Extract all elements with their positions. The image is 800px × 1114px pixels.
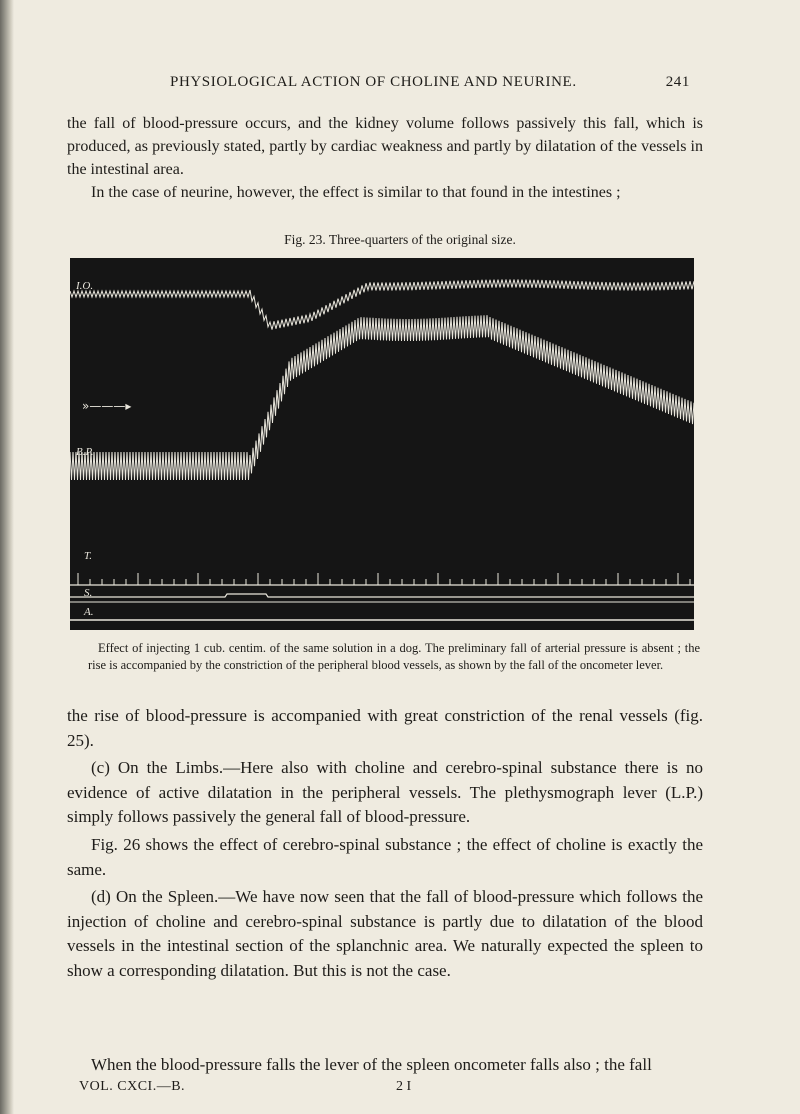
figure-caption: Effect of injecting 1 cub. centim. of the same solution in a dog. The preliminary fall of arterial pressure is absent ; the rise is accompanied by the constriction of the peripheral blood vessels, as shown by the fall of the oncometer lever. xyxy=(88,641,700,672)
running-title: PHYSIOLOGICAL ACTION OF CHOLINE AND NEURINE. xyxy=(170,74,577,90)
figure-title: Fig. 23. Three-quarters of the original size. xyxy=(284,232,516,247)
label-bp: B.P. xyxy=(76,446,94,458)
label-t: T. xyxy=(84,550,93,562)
blood-pressure-trace xyxy=(70,315,694,480)
page-number: 241 xyxy=(665,74,690,90)
time-marker-trace xyxy=(78,573,690,585)
paragraph-7: When the blood-pressure falls the lever of the spleen oncometer falls also ; the fall xyxy=(91,1055,652,1074)
running-header xyxy=(170,74,690,91)
paragraph-2: In the case of neurine, however, the effect is similar to that found in the intestines ; xyxy=(91,184,621,201)
signal-trace xyxy=(70,594,694,597)
label-s: S. xyxy=(84,587,93,599)
paragraph-1: the fall of blood-pressure occurs, and the kidney volume follows passively this fall, which is produced, as previously stated, partly by cardiac weakness and partly by dilatation of the vessels in the intestinal area. xyxy=(67,115,703,178)
paragraph-5: Fig. 26 shows the effect of cerebro-spinal substance ; the effect of choline is exactly the same. xyxy=(67,835,703,879)
label-io: I.O. xyxy=(76,280,94,292)
volume-line: VOL. CXCI.—B. xyxy=(79,1079,186,1094)
arrow-label: »———▸ xyxy=(82,399,132,413)
paragraph-3: the rise of blood-pressure is accompanied with great constriction of the renal vessels (fig. 25). xyxy=(67,706,703,750)
label-a: A. xyxy=(84,606,94,618)
page-binding-shadow xyxy=(0,0,14,1114)
paragraph-6: (d) On the Spleen.—We have now seen that the fall of blood-pressure which follows the injection of choline and cerebro-spinal substance is partly due to dilatation of the blood vessels in the intestinal section of the splanchnic area. We naturally expected the spleen to show a corresponding dilatation. But this is not the case. xyxy=(67,887,703,980)
kymograph-tracing xyxy=(70,258,694,630)
paragraph-4: (c) On the Limbs.—Here also with choline and cerebro-spinal substance there is no evidence of active dilatation in the peripheral vessels. The plethysmograph lever (L.P.) simply follows passively the general fall of blood-pressure. xyxy=(67,758,703,826)
kymograph-figure xyxy=(70,258,694,630)
signature-mark: 2 I xyxy=(396,1079,412,1094)
